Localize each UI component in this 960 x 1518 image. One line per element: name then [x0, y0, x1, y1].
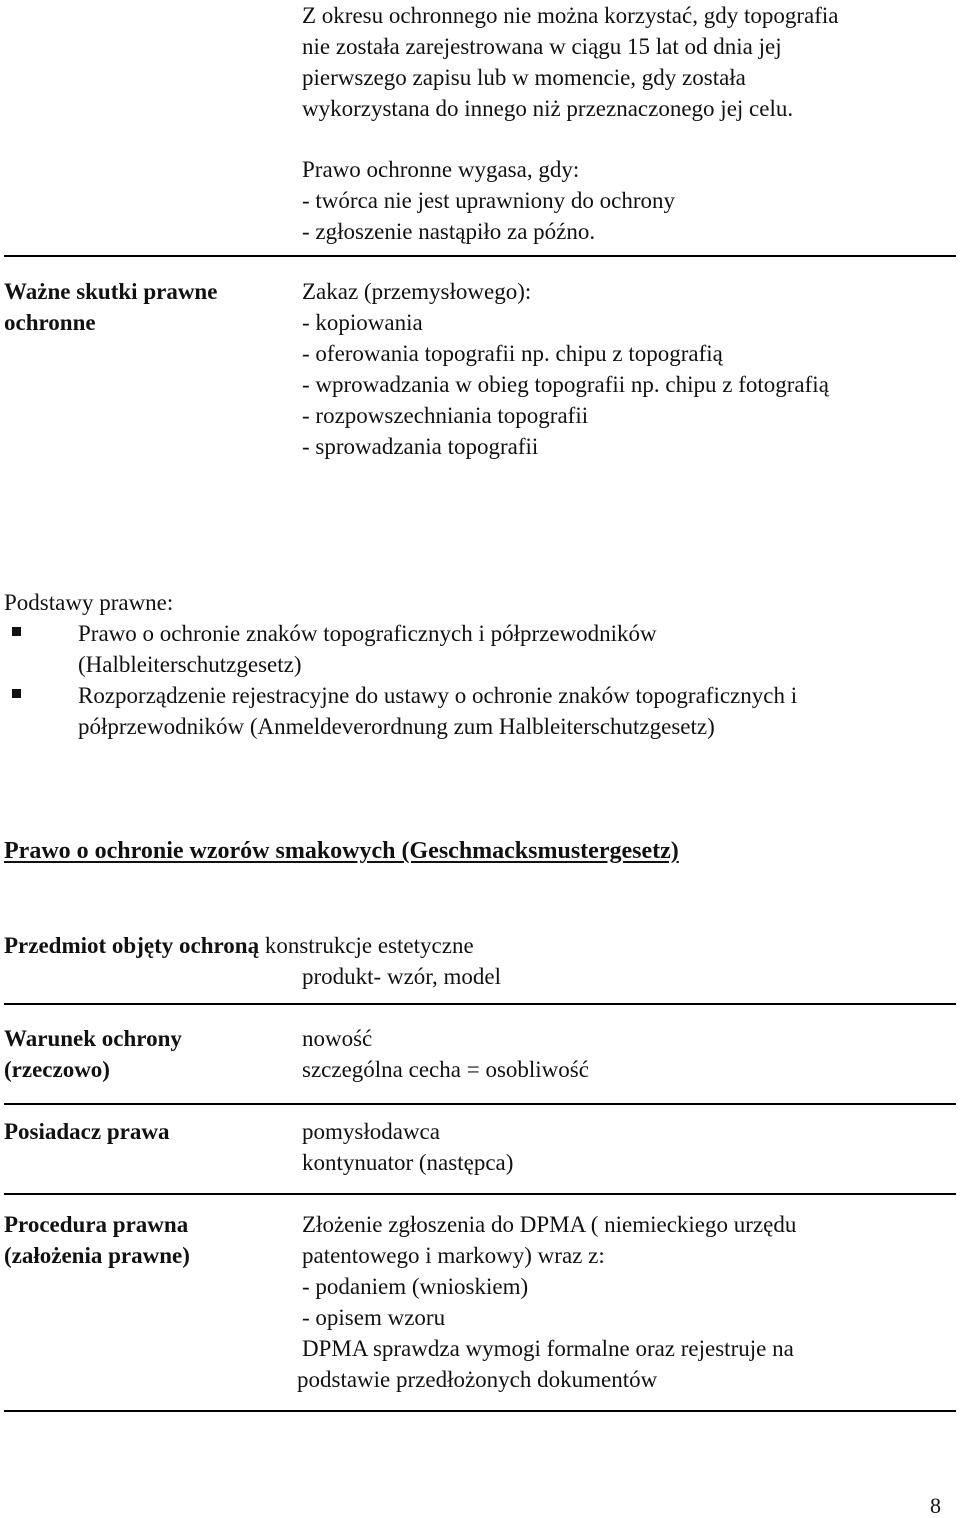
table-rule [4, 1103, 956, 1105]
label-line: Ważne skutki prawne [4, 279, 218, 304]
legal-basis-title [4, 587, 173, 618]
label-line: Posiadacz prawa [4, 1119, 170, 1144]
table-rule [4, 1193, 956, 1195]
table-rule [4, 255, 956, 257]
text-line: Prawo ochronne wygasa, gdy: [302, 157, 580, 182]
subject-line [4, 930, 474, 961]
text-line: nie została zarejestrowana w ciągu 15 lat od dnia jej [302, 34, 782, 59]
text-line: półprzewodników (Anmeldeverordnung zum Halbleiterschutzgesetz) [78, 714, 715, 739]
label-line: Procedura prawna [4, 1212, 189, 1237]
text-line: - kopiowania [302, 310, 423, 335]
text-line: Prawo o ochronie znaków topograficznych i półprzewodników [78, 621, 657, 646]
label-line: Warunek ochrony [4, 1026, 182, 1051]
subject-value-continued [302, 961, 501, 992]
text-line: kontynuator (następca) [302, 1150, 514, 1175]
text-line: - sprowadzania topografii [302, 434, 539, 459]
subject-label: Przedmiot objęty ochroną [4, 933, 260, 958]
square-bullet-icon [12, 689, 21, 698]
label-line: (rzeczowo) [4, 1057, 110, 1082]
page-number: 8 [930, 1493, 941, 1518]
label-line: (założenia prawne) [4, 1243, 190, 1268]
text-line: Z okresu ochronnego nie można korzystać, gdy topografia [302, 3, 839, 28]
condition-value [302, 1023, 589, 1085]
label-line: ochronne [4, 310, 96, 335]
procedure-value [297, 1209, 797, 1395]
legal-basis-item [78, 680, 797, 742]
text-line: - oferowania topografii np. chipu z topografią [302, 341, 723, 366]
text-line: wykorzystana do innego niż przeznaczonego jej celu. [302, 96, 794, 121]
text-line: Rozporządzenie rejestracyjne do ustawy o ochronie znaków topograficznych i [78, 683, 798, 708]
text-line: (Halbleiterschutzgesetz) [78, 652, 302, 677]
legal-basis-item [78, 618, 657, 680]
table-rule [4, 1003, 956, 1005]
subject-value: konstrukcje estetyczne [264, 933, 474, 958]
condition-label [4, 1023, 182, 1085]
text-line: podstawie przedłożonych dokumentów [297, 1367, 658, 1392]
section-heading: Prawo o ochronie wzorów smakowych (Geschmacksmustergesetz) [4, 838, 679, 864]
text-line: - podaniem (wnioskiem) [302, 1274, 529, 1299]
text-line: Zakaz (przemysłowego): [302, 279, 532, 304]
text-line: - rozpowszechniania topografii [302, 403, 589, 428]
text-line: szczególna cecha = osobliwość [302, 1057, 589, 1082]
procedure-label [4, 1209, 190, 1271]
text-line: - zgłoszenie nastąpiło za późno. [302, 219, 596, 244]
okres-ochronny-paragraph [302, 0, 839, 124]
text-line: nowość [302, 1026, 373, 1051]
holder-value [302, 1116, 513, 1178]
text-line: - wprowadzania w obieg topografii np. chipu z fotografią [302, 372, 829, 397]
square-bullet-icon [12, 627, 21, 636]
legal-basis-title-text: Podstawy prawne: [4, 590, 174, 615]
text-line: Złożenie zgłoszenia do DPMA ( niemieckiego urzędu [302, 1212, 797, 1237]
holder-label [4, 1116, 169, 1147]
text-line: - twórca nie jest uprawniony do ochrony [302, 188, 676, 213]
subject-row [4, 930, 474, 961]
text-line: DPMA sprawdza wymogi formalne oraz rejestruje na [302, 1336, 794, 1361]
table-rule [4, 1410, 956, 1412]
effects-list [302, 276, 829, 462]
wygasanie-paragraph [302, 154, 675, 247]
text-line: - opisem wzoru [302, 1305, 446, 1330]
text-line: pomysłodawca [302, 1119, 440, 1144]
text-line: pierwszego zapisu lub w momencie, gdy została [302, 65, 746, 90]
text-line: patentowego i markowy) wraz z: [302, 1243, 605, 1268]
effects-label [4, 276, 217, 338]
text-line: produkt- wzór, model [302, 964, 502, 989]
